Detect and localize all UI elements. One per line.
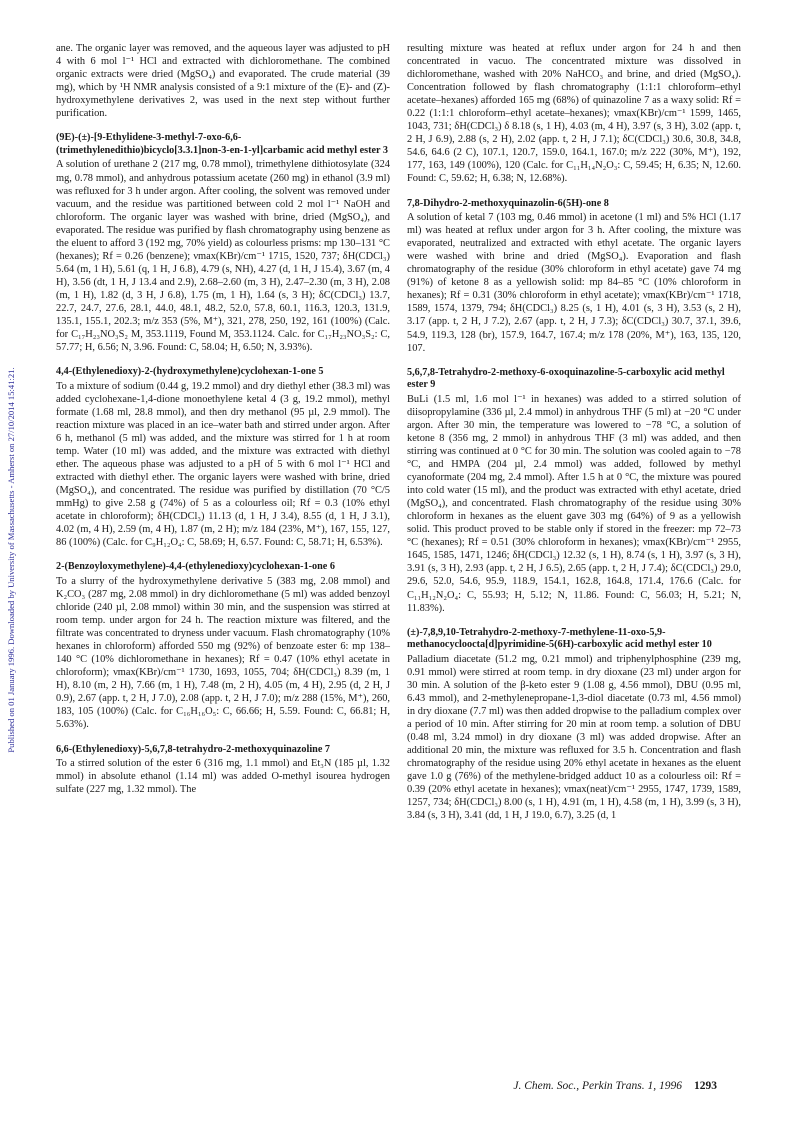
compound-heading: 5,6,7,8-Tetrahydro-2-methoxy-6-oxoquinazoline-5-carboxylic acid methyl ester 9	[407, 366, 725, 391]
compound-heading: (9E)-(±)-[9-Ethylidene-3-methyl-7-oxo-6,6-(trimethylenedithio)bicyclo[3.3.1]non-3-en-1-yl]carbamic acid methyl ester 3	[56, 132, 388, 156]
compound-heading: (±)-7,8,9,10-Tetrahydro-2-methoxy-7-methylene-11-oxo-5,9-methanocycloocta[d]pyrimidine-5(6H)-carboxylic acid methyl ester 10	[407, 626, 712, 651]
paragraph: A solution of urethane 2 (217 mg, 0.78 mmol), trimethylene dithiotosylate (324 mg, 0.78 mmol), and anhydrous potassium acetate (260 mg) in ethanol (3.9 ml) was refluxed for 3 h under argon. After cooling, the solvent was removed under vacuum, and the residue was partitioned between cold 2 mol l⁻¹ NaOH and chloroform. The organic layer was washed with brine, dried (MgSO₄), and evaporated. The residue was purified by flash chromatography using benzene as the eluent to afford 3 (192 mg, 70% yield) as colourless prisms: mp 130–131 °C (hexanes); Rf = 0.26 (benzene); νmax(KBr)/cm⁻¹ 1715, 1520, 737; δH(CDCl₃) 5.64 (m, 1 H), 5.61 (q, 1 H, J 6.8), 4.79 (s, NH), 4.27 (d, 1 H, J 15.4), 3.67 (m, 4 H), 3.56 (dt, 1 H, J 13.4 and 2.9), 2.68–2.60 (m, 3 H), 2.47–2.30 (m, 3 H), 2.08 (m, 1 H), 1.82 (d, 3 H, J 6.8), 1.75 (m, 1 H), 1.64 (s, 3 H); δC(CDCl₃) 13.7, 22.7, 24.7, 27.6, 28.1, 44.0, 48.1, 48.2, 52.0, 57.8, 60.1, 116.3, 120.3, 131.9, 135.1, 155.1, 202.3; m/z 353 (5%, M⁺), 321, 278, 250, 192, 161 (100%) (Calc. for C₁₇H₂₃NO₃S₂ M, 353.1119, Found M, 353.1124. Calc. for C₁₇H₂₃NO₃S₂: C, 57.77; H, 6.56; N, 3.96. Found: C, 58.04; H, 6.50; N, 3.93%).	[56, 159, 390, 354]
paragraph: Palladium diacetate (51.2 mg, 0.21 mmol) and triphenylphosphine (239 mg, 0.91 mmol) were stirred at room temp. in dry dioxane (23 ml) under argon for 30 min. A solution of the β-keto ester 9 (1.08 g, 4.56 mmol), DBU (0.95 ml, 6.43 mmol), and 2-methylenepropane-1,3-diol diacetate (0.73 ml, 4.56 mmol) in dry dioxane (7.7 ml) was then added dropwise to the palladium complex over a period of 10 min. After stirring for 20 min at room temp. a solution of DBU (0.48 ml, 3.24 mmol) in dry dioxane (3 ml) was added dropwise. After an additional 20 min, the mixture was refluxed for 3.5 h. Concentration and flash chromatography of the residue using 20% ethyl acetate in hexanes as the eluent gave 1.0 g (76%) of the methylene-bridged adduct 10 as a colourless oil: Rf = 0.39 (20% ethyl acetate in hexanes); νmax(neat)/cm⁻¹ 2955, 1747, 1739, 1589, 1257, 734; δH(CDCl₃) 8.00 (s, 1 H), 4.91 (m, 1 H), 4.58 (m, 1 H), 3.99 (s, 3 H), 3.84 (s, 3 H), 3.41 (dd, 1 H, J 19.0, 6.7), 3.25 (d, 1	[407, 653, 741, 822]
download-provenance-text: Published on 01 January 1996. Downloaded by University of Massachusetts - Amherst on 27/10/2014 15:41:21.	[6, 367, 16, 753]
paragraph: A solution of ketal 7 (103 mg, 0.46 mmol) in acetone (1 ml) and 5% HCl (1.17 ml) was heated at reflux under argon for 3 h. After cooling, the mixture was evaporated, neutralized and extracted with ethyl acetate. The organic layers were washed with brine and dried (MgSO₄). Evaporation and flash chromatography of the residue (30% chloroform in ethyl acetate) gave 74 mg (91%) of ketone 8 as a yellowish solid: mp 84–85 °C (10% chloroform in hexanes); Rf = 0.31 (30% chloroform in ethyl acetate); νmax(KBr)/cm⁻¹ 1718, 1589, 1574, 1379, 794; δH(CDCl₃) 8.25 (s, 1 H), 4.01 (s, 3 H), 3.53 (s, 2 H), 3.17 (app. t, 2 H, J 7.2), 2.67 (app. t, 2 H, J 7.3); δC(CDCl₃) 30.7, 37.1, 39.6, 54.9, 119.3, 128 (br), 157.9, 164.7, 167.4; m/z 178 (20%, M⁺), 163, 135, 120, 107.	[407, 212, 741, 354]
paragraph: To a stirred solution of the ester 6 (316 mg, 1.1 mmol) and Et₃N (185 µl, 1.32 mmol) in absolute ethanol (1.14 ml) was added O-methyl isourea hydrogen sulfate (227 mg, 1.32 mmol). The	[56, 758, 390, 796]
paragraph: To a slurry of the hydroxymethylene derivative 5 (383 mg, 2.08 mmol) and K₂CO₃ (287 mg, 2.08 mmol) in dry dichloromethane (5 ml) was added benzoyl chloride (240 µl, 2.08 mmol) within 30 min, and the suspension was stirred at room temp. under argon for 24 h. The reaction mixture was filtered, and the filtrate was concentrated to dryness under vacuum. Flash chromatography (10% hexanes in chloroform) afforded 550 mg (92%) of benzoate ester 6: mp 138–140 °C (10% dichloromethane in hexanes); Rf = 0.47 (10% ethyl acetate in chloroform); νmax(KBr)/cm⁻¹ 1730, 1693, 1055, 704; δH(CDCl₃) 8.39 (m, 1 H), 8.10 (m, 2 H), 7.66 (m, 1 H), 7.48 (m, 2 H), 4.05 (m, 4 H), 2.95 (d, 2 H, J 0.9), 2.67 (app. t, 2 H, J 7.0), 2.08 (app. t, 2 H, J 7.0); m/z 288 (15%, M⁺), 260, 183, 105 (100%) (Calc. for C₁₆H₁₆O₅: C, 66.66; H, 5.59. Found: C, 66.81; H, 5.63%).	[56, 575, 390, 731]
compound-heading: 7,8-Dihydro-2-methoxyquinazolin-6(5H)-one 8	[407, 197, 609, 209]
journal-citation: J. Chem. Soc., Perkin Trans. 1, 1996	[513, 1080, 682, 1092]
page-footer	[0, 1080, 792, 1096]
compound-heading: 2-(Benzoyloxymethylene)-4,4-(ethylenedioxy)cyclohexan-1-one 6	[56, 561, 335, 573]
compound-heading: 6,6-(Ethylenedioxy)-5,6,7,8-tetrahydro-2-methoxyquinazoline 7	[56, 743, 331, 755]
compound-heading: 4,4-(Ethylenedioxy)-2-(hydroxymethylene)cyclohexan-1-one 5	[56, 366, 324, 378]
paragraph: BuLi (1.5 ml, 1.6 mol l⁻¹ in hexanes) was added to a stirred solution of diisopropylamine (336 µl, 2.4 mmol) in anhydrous THF (5 ml) at −20 °C under argon. After 30 min, the temperature was lowered to −78 °C, a solution of ketone 8 (356 mg, 2 mmol) in anhydrous THF (3 ml) was added, and then stirring was continued at 0 °C for 30 min. The solution was cooled again to −78 °C, and HMPA (204 µl, 2.4 mmol) was added, followed by methyl cyanoformate (204 mg, 2.4 mmol). After 1.5 h at 0 °C, the mixture was poured into cold water (15 ml), and the product was extracted with ethyl acetate, dried (MgSO₄), and concentrated. Flash chromatography of the residue using 30% chloroform in hexanes as the eluent gave 303 mg (64%) of 9 as a yellowish solid. This product proved to be stable only if stored in the freezer: mp 72–73 °C (hexanes); Rf = 0.51 (30% chloroform in hexanes); νmax(KBr)/cm⁻¹ 2955, 1645, 1585, 1471, 1246; δH(CDCl₃) 12.32 (s, 1 H), 8.74 (s, 1 H), 3.97 (s, 3 H), 3.91 (s, 3 H), 2.93 (app. t, 2 H, J 6.5), 2.65 (app. t, 2 H, J 7.4); δC(CDCl₃) 29.0, 29.6, 52.0, 54.6, 95.9, 118.9, 154.1, 162.8, 164.8, 171.4, 176.6 (Calc. for C₁₁H₁₂N₂O₄: C, 55.93; H, 5.12; N, 11.86. Found: C, 56.03; H, 5.21; N, 11.83%).	[407, 393, 741, 614]
paragraph: To a mixture of sodium (0.44 g, 19.2 mmol) and dry diethyl ether (38.3 ml) was added cyclohexane-1,4-dione monoethylene ketal 4 (3 g, 19.2 mmol), methyl formate (1.68 ml, 28.8 mmol), and then dry methanol (95 µl, 2.9 mmol). The reaction mixture was placed in an ice–water bath and stirred under argon. After 6 h, methanol (5 ml) was added, and the mixture was stirred for 1 h at room temp. Water (10 ml) was added, and the mixture was extracted with diethyl ether. The aqueous phase was adjusted to a pH of 5 with 6 mol l⁻¹ HCl and extracted with diethyl ether. The organic layers were washed with brine, dried (MgSO₄), and concentrated. The residue was purified by distillation (70 °C/5 mmHg) to give 2.58 g (74%) of 5 as a colourless oil; Rf = 0.3 (10% ethyl acetate in chloroform); δH(CDCl₃) 11.13 (d, 1 H, J 3.4), 8.55 (d, 1 H, J 3.1), 4.02 (m, 4 H), 2.59 (m, 4 H), 1.87 (m, 2 H); m/z 184 (23%, M⁺), 167, 155, 127, 86 (100%) (Calc. for C₉H₁₂O₄: C, 58.69; H, 6.57. Found: C, 58.71; H, 6.53%).	[56, 380, 390, 549]
left-column	[56, 42, 390, 796]
paragraph: ane. The organic layer was removed, and the aqueous layer was adjusted to pH 4 with 6 mol l⁻¹ HCl and extracted with dichloromethane. The combined organic extracts were dried (MgSO₄) and evaporated. The crude material (39 mg), which by ¹H NMR analysis consisted of a 9:1 mixture of the (E)- and (Z)-hydroxymethylene derivatives 2, was used in the next step without further purification.	[56, 43, 390, 120]
download-provenance-note	[4, 150, 18, 970]
page-number: 1293	[694, 1080, 717, 1092]
paragraph: resulting mixture was heated at reflux under argon for 24 h and then concentrated in vacuo. The concentrated mixture was dissolved in dichloromethane, washed with 20% NaHCO₃ and brine, and dried (MgSO₄). Concentration followed by flash chromatography (1:1:1 chloroform–ethyl acetate–hexanes) afforded 165 mg (68%) of quinazoline 7 as a waxy solid: Rf = 0.22 (1:1:1 chloroform–ethyl acetate–hexanes); νmax(KBr)/cm⁻¹ 1599, 1465, 1043, 731; δH(CDCl₃) δ 8.18 (s, 1 H), 4.03 (m, 4 H), 3.97 (s, 3 H), 3.02 (app. t, 2 H, J 6.9), 2.88 (s, 2 H), 2.02 (app. t, 2 H, J 7.1); δC(CDCl₃) 30.6, 30.8, 34.8, 54.6, 64.6 (2 C), 107.1, 120.7, 159.0, 164.1, 167.0; m/z 222 (30%, M⁺), 192, 177, 163, 149 (100%), 120 (Calc. for C₁₁H₁₄N₂O₃: C, 59.45; H, 6.35; N, 12.60. Found: C, 59.62; H, 6.38; N, 12.68%).	[407, 43, 741, 185]
right-column	[407, 42, 741, 822]
